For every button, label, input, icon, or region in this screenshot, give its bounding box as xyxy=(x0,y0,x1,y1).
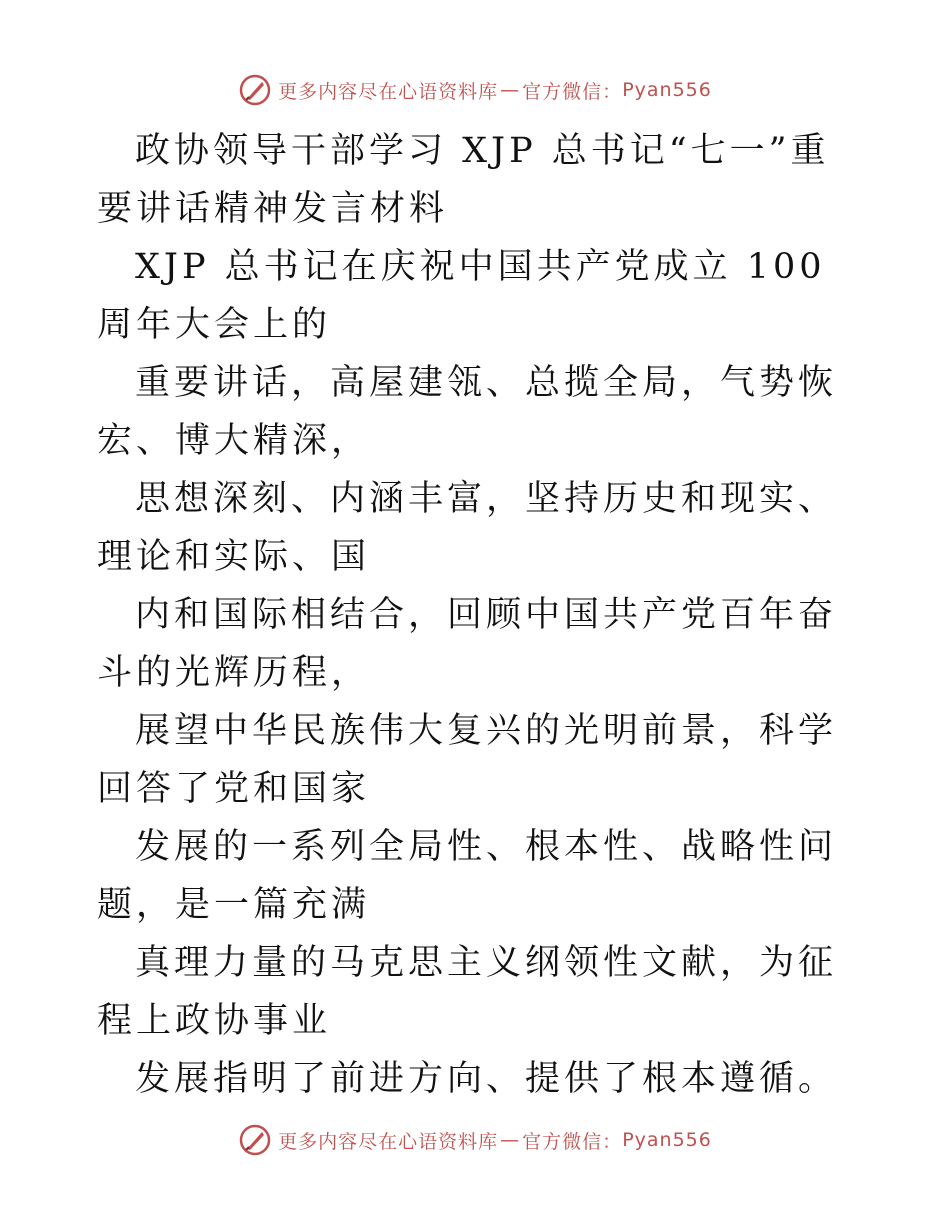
document-body xyxy=(97,122,857,1108)
body-paragraph: 思想深刻、内涵丰富，坚持历史和现实、理论和实际、国 xyxy=(97,479,838,577)
body-paragraph: XJP 总书记在庆祝中国共产党成立 100 周年大会上的 xyxy=(97,247,826,345)
quill-logo-icon xyxy=(238,73,272,107)
watermark-label: 官方微信： xyxy=(522,80,623,103)
watermark-wechat-id: Pyan556 xyxy=(622,79,712,101)
watermark-brand-text: 更多内容尽在心语资料库 xyxy=(278,80,499,103)
body-paragraph: 内和国际相结合，回顾中国共产党百年奋斗的光辉历程， xyxy=(97,595,838,693)
header-watermark xyxy=(0,70,950,110)
document-title: 政协领导干部学习 XJP 总书记“七一”重要讲话精神发言材料 xyxy=(97,131,830,229)
watermark-wechat-id: Pyan556 xyxy=(622,1129,712,1151)
footer-watermark xyxy=(0,1120,950,1160)
body-paragraph: 真理力量的马克思主义纲领性文献，为征程上政协事业 xyxy=(97,943,838,1041)
body-paragraph: 发展指明了前进方向、提供了根本遵循。 xyxy=(135,1059,838,1099)
watermark-separator: — xyxy=(500,1129,521,1151)
body-paragraph: 展望中华民族伟大复兴的光明前景，科学回答了党和国家 xyxy=(97,711,838,809)
body-paragraph: 发展的一系列全局性、根本性、战略性问题，是一篇充满 xyxy=(97,827,838,925)
watermark-brand-text: 更多内容尽在心语资料库 xyxy=(278,1130,499,1153)
watermark-label: 官方微信： xyxy=(522,1130,623,1153)
body-paragraph: 重要讲话，高屋建瓴、总揽全局，气势恢宏、博大精深， xyxy=(97,363,838,461)
quill-logo-icon xyxy=(238,1123,272,1157)
watermark-separator: — xyxy=(500,79,521,101)
